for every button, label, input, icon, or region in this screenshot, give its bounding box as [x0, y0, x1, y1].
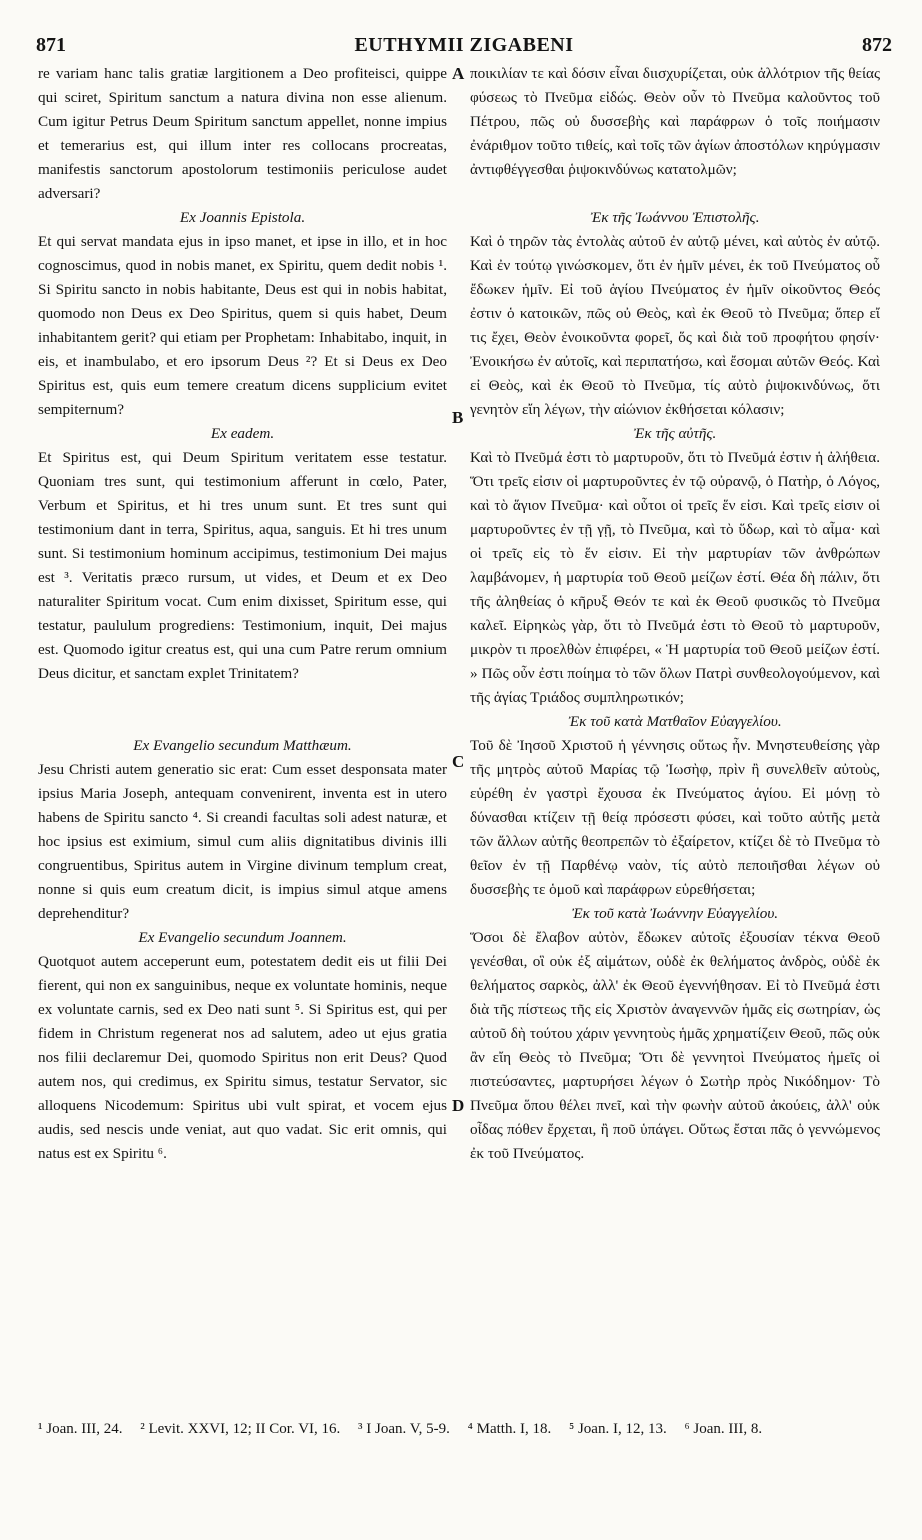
- greek-column: [470, 62, 880, 1398]
- latin-paragraph: re variam hanc talis gratiæ largitionem a Deo profiteisci, quippe qui sciret, Spiritum sanctum a natura divina non esse alienum. Cum igitur Petrus Deum Spiritum sanctum appellet, nonne impius et temerarius est, qui illum inter res collocans procreatas, manifestis sanctorum apostolorum testimoniis periculose audet adversari?: [38, 65, 447, 202]
- greek-paragraph: Τοῦ δὲ Ἰησοῦ Χριστοῦ ἡ γέννησις οὕτως ἦν. Μνηστευθείσης γὰρ τῆς μητρὸς αὐτοῦ Μαρίας τῷ Ἰωσὴφ, πρὶν ἢ συνελθεῖν αὐτοὺς, εὑρέθη ἐν γαστρὶ ἔχουσα ἐκ Πνεύματος ἁγίου. Εἰ μόνῃ τὸ δύνασθαι κτίζειν τῇ θείᾳ πρόσεστι φύσει, καὶ τοῦτο αὐτῆς μετὰ τῶν ἄλλων αὐτῆς θεοπρεπῶν τὸ ἐξαίρετον, κτίζει δὲ τὸ Πνεῦμα τὸ θεῖον ἐν τῇ Παρθένῳ ναὸν, τίς αὐτὸ πεποιῆσθαι λέγων οὐ δυσσεβὴς τε ὁμοῦ καὶ παράφρων εὑρεθήσεται;: [470, 737, 880, 898]
- footnote: ¹ Joan. III, 24.: [38, 1421, 123, 1437]
- greek-section-heading: Ἐκ τοῦ κατὰ Ματθαῖον Εὐαγγελίου.: [568, 713, 782, 730]
- margin-marker-a: A: [452, 64, 465, 83]
- latin-section-heading: Ex Joannis Epistola.: [179, 209, 306, 226]
- running-header: [36, 30, 892, 60]
- footnote: ² Levit. XXVI, 12; II Cor. VI, 16.: [140, 1421, 341, 1437]
- greek-paragraph: Ὅσοι δὲ ἔλαβον αὐτὸν, ἔδωκεν αὐτοῖς ἐξουσίαν τέκνα Θεοῦ γενέσθαι, οἳ οὐκ ἐξ αἱμάτων, οὐδὲ ἐκ θελήματος ἀνδρὸς, οὐδὲ ἐκ θελήματος σαρκὸς, ἀλλ' ἐκ Θεοῦ ἐγεννήθησαν. Εἰ τὸ Πνεῦμά ἐστι διὰ τῆς πίστεως τῆς εἰς Χριστὸν ἀναγεννῶν ἡμᾶς εἰς σωτηρίαν, ὡς αὐτοῦ δὴ τούτου χάριν γεννητοὺς ἡμᾶς χρηματίζειν Θεοῦ, πῶς οὐκ ἂν εἴη Θεὸς τὸ Πνεῦμα; Ὅτι δὲ γεννητοὶ Πνεύματος ἡμεῖς οἱ πιστεύσαντες, μαρτυρήσει λέγων ὁ Σωτὴρ πρὸς Νικόδημον· Τὸ Πνεῦμα ὅπου θέλει πνεῖ, καὶ τὴν φωνὴν αὐτοῦ ἀκούεις, ἀλλ' οὐκ οἶδας πόθεν ἔρχεται, ἢ ποῦ ὑπάγει. Οὕτως ἔσται πᾶς ὁ γεννώμενος ἐκ τοῦ Πνεύματος.: [470, 929, 880, 1162]
- greek-section-heading: Ἐκ τοῦ κατὰ Ἰωάννην Εὐαγγελίου.: [571, 905, 779, 922]
- latin-section-heading: Ex eadem.: [210, 425, 275, 442]
- footnote: ³ I Joan. V, 5-9.: [358, 1421, 450, 1437]
- page-number-left: 871: [36, 34, 66, 56]
- footnote: ⁴ Matth. I, 18.: [467, 1421, 552, 1437]
- greek-paragraph: Καὶ ὁ τηρῶν τὰς ἐντολὰς αὐτοῦ ἐν αὐτῷ μένει, καὶ αὐτὸς ἐν αὐτῷ. Καὶ ἐν τούτῳ γινώσκομεν, ὅτι ἐν ἡμῖν μένει, ἐκ τοῦ Πνεύματος οὗ ἔδωκεν ἡμῖν. Εἰ τοῦ ἁγίου Πνεύματος ἐν ἡμῖν οἰκοῦντος Θεός ἐστιν ὁ κατοικῶν, πῶς οὐ Θεὸς, καὶ ἐκ Θεοῦ τὸ Πνεῦμα; ὅπερ εἴ τις ἔχει, Θεὸν ἐνοικοῦντα φορεῖ, ὅς καὶ διὰ τοῦ προφήτου φησίν· Ἐνοικήσω ἐν αὐτοῖς, καὶ περιπατήσω, καὶ ἔσομαι αὐτῶν Θεός. Καὶ εἰ Θεὸς, καὶ ἐκ Θεοῦ τὸ Πνεῦμα, τίς αὐτὸ ῥιψοκινδύνως, ὅτι γενητὸν εἴη λέγων, τὴν αἰώνιον ἐκθήσεται κόλασιν;: [470, 233, 880, 418]
- margin-marker-b: B: [452, 408, 464, 427]
- latin-paragraph: Et Spiritus est, qui Deum Spiritum veritatem esse testatur. Quoniam tres sunt, qui testimonium afferunt in cœlo, Pater, Verbum et Spiritus, et hi tres unum sunt. Et tres sunt qui testimonium dant in terra, Spiritus, aqua, sanguis. Et hi tres unum sunt. Si testimonium hominum accipimus, testimonium Dei majus est ³. Veritatis præco rursum, ut vides, et Deum et ex Deo naturaliter Spiritum vocat. Cum enim dixisset, Spiritum esse, qui testatur, paululum progrediens: Testimonium, inquit, Dei majus est. Quomodo igitur creatus est, qui una cum Patre rerum omnium Deus dicitur, et sanctam explet Trinitatem?: [38, 449, 447, 682]
- margin-marker-c: C: [452, 752, 465, 771]
- latin-paragraph: Jesu Christi autem generatio sic erat: Cum esset desponsata mater ipsius Maria Joseph, antequam convenirent, inventa est in utero habens de Spiritu sancto ⁴. Si creandi facultas soli adest naturæ, et hoc ipsius est eximium, simul cum aliis dignitatibus divinis illi congruentibus, Spiritus autem in Virgine divinum templum creat, nonne si quis eum creatum dicit, is impius simul atque amens deprehenditur?: [38, 761, 447, 922]
- greek-section-heading: Ἐκ τῆς αὐτῆς.: [633, 425, 717, 442]
- greek-paragraph: Καὶ τὸ Πνεῦμά ἐστι τὸ μαρτυροῦν, ὅτι τὸ Πνεῦμά ἐστιν ἡ ἀλήθεια. Ὅτι τρεῖς εἰσιν οἱ μαρτυροῦντες ἐν τῷ οὐρανῷ, ὁ Πατὴρ, ὁ Λόγος, καὶ τὸ ἅγιον Πνεῦμα· καὶ οὗτοι οἱ τρεῖς ἕν εἰσι. Καὶ τρεῖς εἰσιν οἱ μαρτυροῦντες ἐν τῇ γῇ, τὸ Πνεῦμα, καὶ τὸ ὕδωρ, καὶ τὸ αἷμα· καὶ οἱ τρεῖς εἰς τὸ ἕν εἰσιν. Εἰ τὴν μαρτυρίαν τῶν ἀνθρώπων λαμβάνομεν, ἡ μαρτυρία τοῦ Θεοῦ μείζων ἐστί. Θέα δὴ πάλιν, ὅτι τῆς ἀληθείας ὁ κῆρυξ Θεόν τε καὶ ἐκ Θεοῦ φυσικῶς τὸ Πνεῦμα καλεῖ. Εἰρηκὼς γὰρ, ὅτι τὸ Πνεῦμά ἐστι τὸ Θεοῦ τὸ μαρτυροῦν, μικρὸν τι προελθὼν ἐπιφέρει, « Ἡ μαρτυρία τοῦ Θεοῦ μείζων ἐστί. » Πῶς οὖν ἐστι ποίημα τὸ τῶν ὅλων Πατρὶ συνθεολογούμενον, καὶ τῆς ἁγίας Τριάδος συμπληρωτικόν;: [470, 449, 880, 706]
- latin-column: [38, 62, 447, 1398]
- latin-paragraph: Quotquot autem acceperunt eum, potestatem dedit eis ut filii Dei fierent, qui non ex sanguinibus, neque ex voluntate hominis, neque ex voluntate carnis, sed ex Deo nati sunt ⁵. Si Spiritus est, qui per fidem in Christum regenerat nos ad salutem, adeo ut ejus gratia nos filii declaremur Dei, quomodo Spiritus non erit Deus? Quod autem nos, qui credimus, ex Spiritu simus, testatur Servator, sic alloquens Nicodemum: Spiritus ubi vult spirat, et vocem ejus audis, sed nescis unde veniat, aut quo vadat. Sic erit omnis, qui natus est ex Spiritu ⁶.: [38, 953, 447, 1162]
- running-title: EUTHYMII ZIGABENI: [354, 34, 574, 56]
- latin-paragraph: Et qui servat mandata ejus in ipso manet, et ipse in illo, et in hoc cognoscimus, quod in nobis manet, ex Spiritu, quem dedit nobis ¹. Si Spiritu sancto in nobis habitante, Deus est qui in nobis habitat, quomodo non Deus ex Deo Spiritus, quem si quis habet, Deum inhabitantem gerit? qui etiam per Prophetam: Inhabitabo, inquit, in eis, et inambulabo, et ero ipsorum Deus ²? Et si Deus ex Deo Spiritus est, quis eum temere creatum dicens supplicium evitet sempiternum?: [38, 233, 447, 418]
- footnotes: [38, 1418, 892, 1440]
- latin-section-heading: Ex Evangelio secundum Matthæum.: [133, 737, 352, 754]
- latin-section-heading: Ex Evangelio secundum Joannem.: [138, 929, 347, 946]
- page-number-right: 872: [862, 34, 892, 56]
- footnote: ⁶ Joan. III, 8.: [684, 1421, 763, 1437]
- margin-marker-d: D: [452, 1096, 465, 1115]
- greek-section-heading: Ἐκ τῆς Ἰωάννου Ἐπιστολῆς.: [590, 209, 760, 226]
- footnote: ⁵ Joan. I, 12, 13.: [568, 1421, 667, 1437]
- greek-paragraph: ποικιλίαν τε καὶ δόσιν εἶναι διισχυρίζεται, οὐκ ἀλλότριον τῆς θείας φύσεως τὸ Πνεῦμα εἰδώς. Θεὸν οὖν τὸ Πνεῦμα καλοῦντος τοῦ Πέτρου, πῶς οὐ δυσσεβὴς καὶ παράφρων ὁ τοῖς ποιήμασιν ἐνάριθμον τοῦτο τιθείς, καὶ τοῖς τῶν ἁγίων ἀποστόλων κηρύγμασιν ἀντιφθέγγεσθαι ῥιψοκινδύνως κατατολμῶν;: [470, 65, 880, 178]
